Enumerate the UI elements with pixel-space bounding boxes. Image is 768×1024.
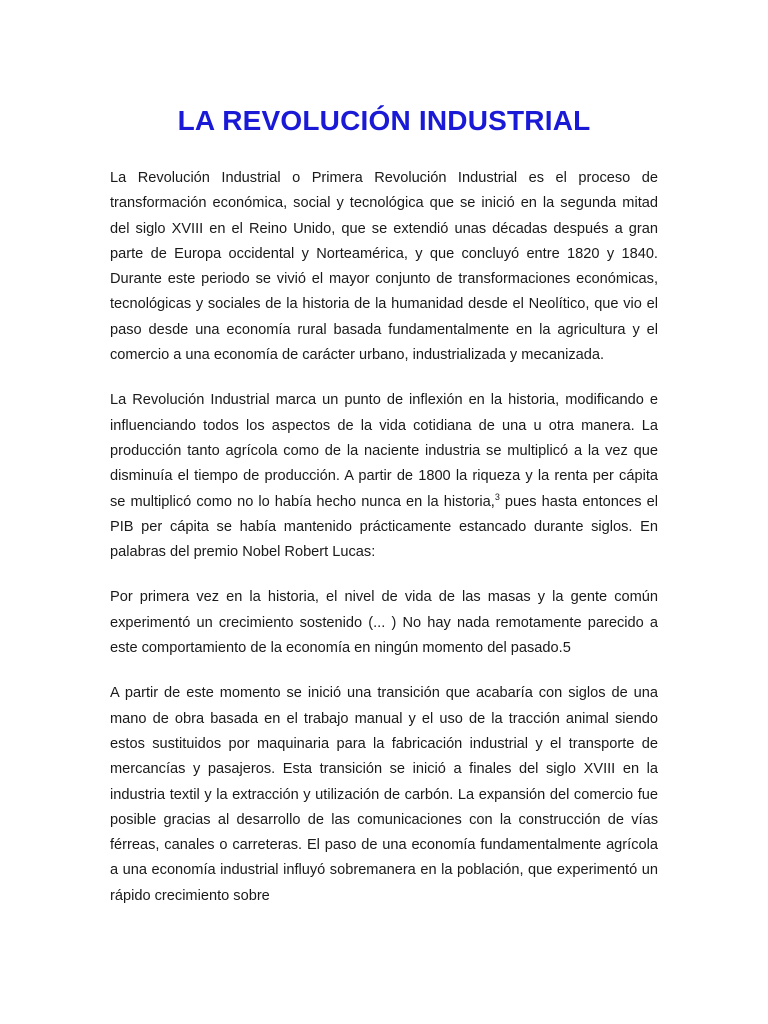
paragraph-intro: La Revolución Industrial o Primera Revolución Industrial es el proceso de transformación económica, social y tecnológica que se inició en la segunda mitad del siglo XVIII en el Reino Unido, que se extendió unas décadas después a gran parte de Europa occidental y Norteamérica, y que concluyó entre 1820 y 1840. Durante este periodo se vivió el mayor conjunto de transformaciones económicas, tecnológicas y sociales de la historia de la humanidad desde el Neolítico, que vio el paso desde una economía rural basada fundamentalmente en la agricultura y el comercio a una economía de carácter urbano, industrializada y mecanizada. xyxy=(110,170,658,364)
paragraph-quote: Por primera vez en la historia, el nivel de vida de las masas y la gente común experimentó un crecimiento sostenido (... ) No hay nada remotamente parecido a este comportamiento de la economía en ningún momento del pasado.5 xyxy=(110,589,658,657)
document-title: LA REVOLUCIÓN INDUSTRIAL xyxy=(177,105,591,136)
footnote-marker: 3 xyxy=(494,491,500,502)
paragraph-text: La Revolución Industrial marca un punto de inflexión en la historia, modificando e influenciando todos los aspectos de la vida cotidiana de una u otra manera. La producción tanto agrícola como de la naciente industria se multiplicó a la vez que disminuía el tiempo de producción. A partir de 1800 la riqueza y la renta per cápita se multiplicó como no lo había hecho nunca en la historia, xyxy=(110,392,658,510)
paragraph-turning-point xyxy=(110,388,658,565)
paragraph-text: pues hasta entonces el PIB per cápita se había mantenido prácticamente estancado durante siglos. En palabras del premio Nobel Robert Lucas: xyxy=(110,493,658,561)
paragraph-transition: A partir de este momento se inició una transición que acabaría con siglos de una mano de obra basada en el trabajo manual y el uso de la tracción animal siendo estos sustituidos por maquinaria para la fabricación industrial y el transporte de mercancías y pasajeros. Esta transición se inició a finales del siglo XVIII en la industria textil y la extracción y utilización de carbón. La expansión del comercio fue posible gracias al desarrollo de las comunicaciones con la construcción de vías férreas, canales o carreteras. El paso de una economía fundamentalmente agrícola a una economía industrial influyó sobremanera en la población, que experimentó un rápido crecimiento sobre xyxy=(110,685,658,904)
